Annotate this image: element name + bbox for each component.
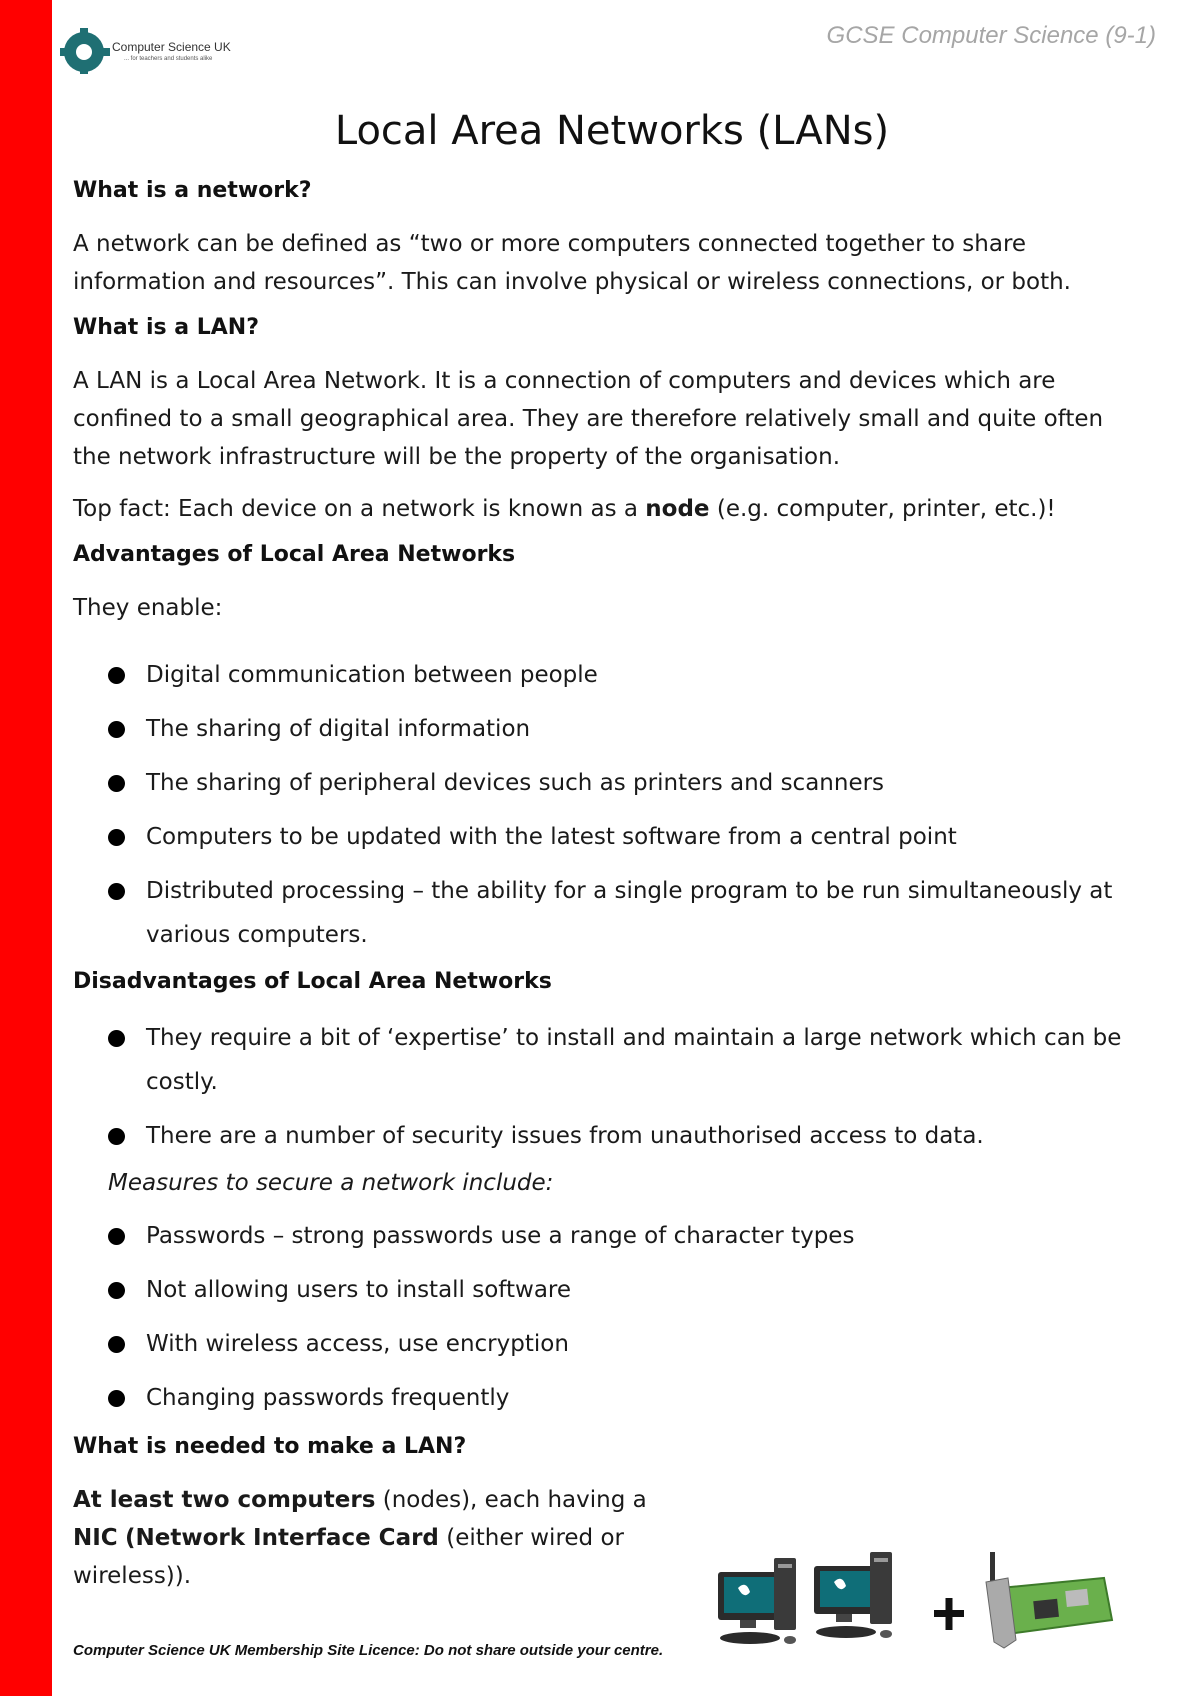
document-body: [73, 178, 1133, 1595]
lan-definition: A LAN is a Local Area Network. It is a connection of computers and devices which are confined to a small geographical area. They are therefore relatively small and quite often the network infrastructure will be the property of the organisation.: [73, 368, 1104, 470]
bullet-icon: [108, 1128, 125, 1145]
logo-gear-icon: [58, 28, 116, 74]
list-item: They require a bit of ‘expertise’ to install and maintain a large network which can be costly.: [108, 1016, 1133, 1104]
network-definition: A network can be defined as “two or more computers connected together to share information and resources”. This can involve physical or wireless connections, or both.: [73, 231, 1071, 295]
course-label: GCSE Computer Science (9-1): [826, 22, 1156, 49]
top-fact: Top fact: Each device on a network is known as a node (e.g. computer, printer, etc.)!: [73, 496, 1056, 522]
bullet-icon: [108, 883, 125, 900]
list-item: The sharing of peripheral devices such as printers and scanners: [108, 761, 1133, 805]
bullet-icon: [108, 1336, 125, 1353]
measures-intro: Measures to secure a network include:: [108, 1170, 554, 1196]
logo-name: Computer Science UK: [112, 40, 231, 54]
bullet-icon: [108, 667, 125, 684]
list-item: Digital communication between people: [108, 653, 1133, 697]
bullet-icon: [108, 1228, 125, 1245]
security-measures-list: [73, 1214, 1133, 1420]
network-card-icon: [986, 1552, 1112, 1648]
bullet-icon: [108, 721, 125, 738]
list-item: Passwords – strong passwords use a range of character types: [108, 1214, 1133, 1258]
computer-icon: [718, 1558, 796, 1644]
heading-what-is-network: What is a network?: [73, 178, 312, 203]
list-item: The sharing of digital information: [108, 707, 1133, 751]
logo: [58, 26, 248, 78]
list-item: Distributed processing – the ability for a single program to be run simultaneously at various computers.: [108, 869, 1133, 957]
list-item: With wireless access, use encryption: [108, 1322, 1133, 1366]
disadvantages-list: [73, 1016, 1133, 1158]
node-term: node: [645, 496, 710, 522]
lan-components-illustration: [716, 1548, 1116, 1658]
heading-advantages: Advantages of Local Area Networks: [73, 542, 516, 567]
list-item: Changing passwords frequently: [108, 1376, 1133, 1420]
page-title: Local Area Networks (LANs): [334, 108, 890, 154]
bullet-icon: [108, 829, 125, 846]
list-item: There are a number of security issues from unauthorised access to data.: [108, 1114, 1133, 1158]
licence-footer: Computer Science UK Membership Site Licence: Do not share outside your centre.: [73, 1642, 664, 1659]
red-margin-bar: [0, 0, 52, 1696]
heading-disadvantages: Disadvantages of Local Area Networks: [73, 969, 552, 994]
bullet-icon: [108, 1390, 125, 1407]
list-item: Computers to be updated with the latest software from a central point: [108, 815, 1133, 859]
advantages-intro: They enable:: [73, 595, 223, 621]
heading-what-is-needed: What is needed to make a LAN?: [73, 1434, 467, 1459]
computer-icon: [814, 1552, 892, 1638]
bullet-icon: [108, 1282, 125, 1299]
list-item: Not allowing users to install software: [108, 1268, 1133, 1312]
lan-requirements: At least two computers (nodes), each having a NIC (Network Interface Card (either wired or wireless)).: [73, 1487, 647, 1589]
logo-tagline: ... for teachers and students alike: [124, 56, 213, 62]
bullet-icon: [108, 1030, 125, 1047]
plus-icon: [934, 1598, 964, 1630]
bullet-icon: [108, 775, 125, 792]
advantages-list: [73, 653, 1133, 957]
heading-what-is-lan: What is a LAN?: [73, 315, 259, 340]
